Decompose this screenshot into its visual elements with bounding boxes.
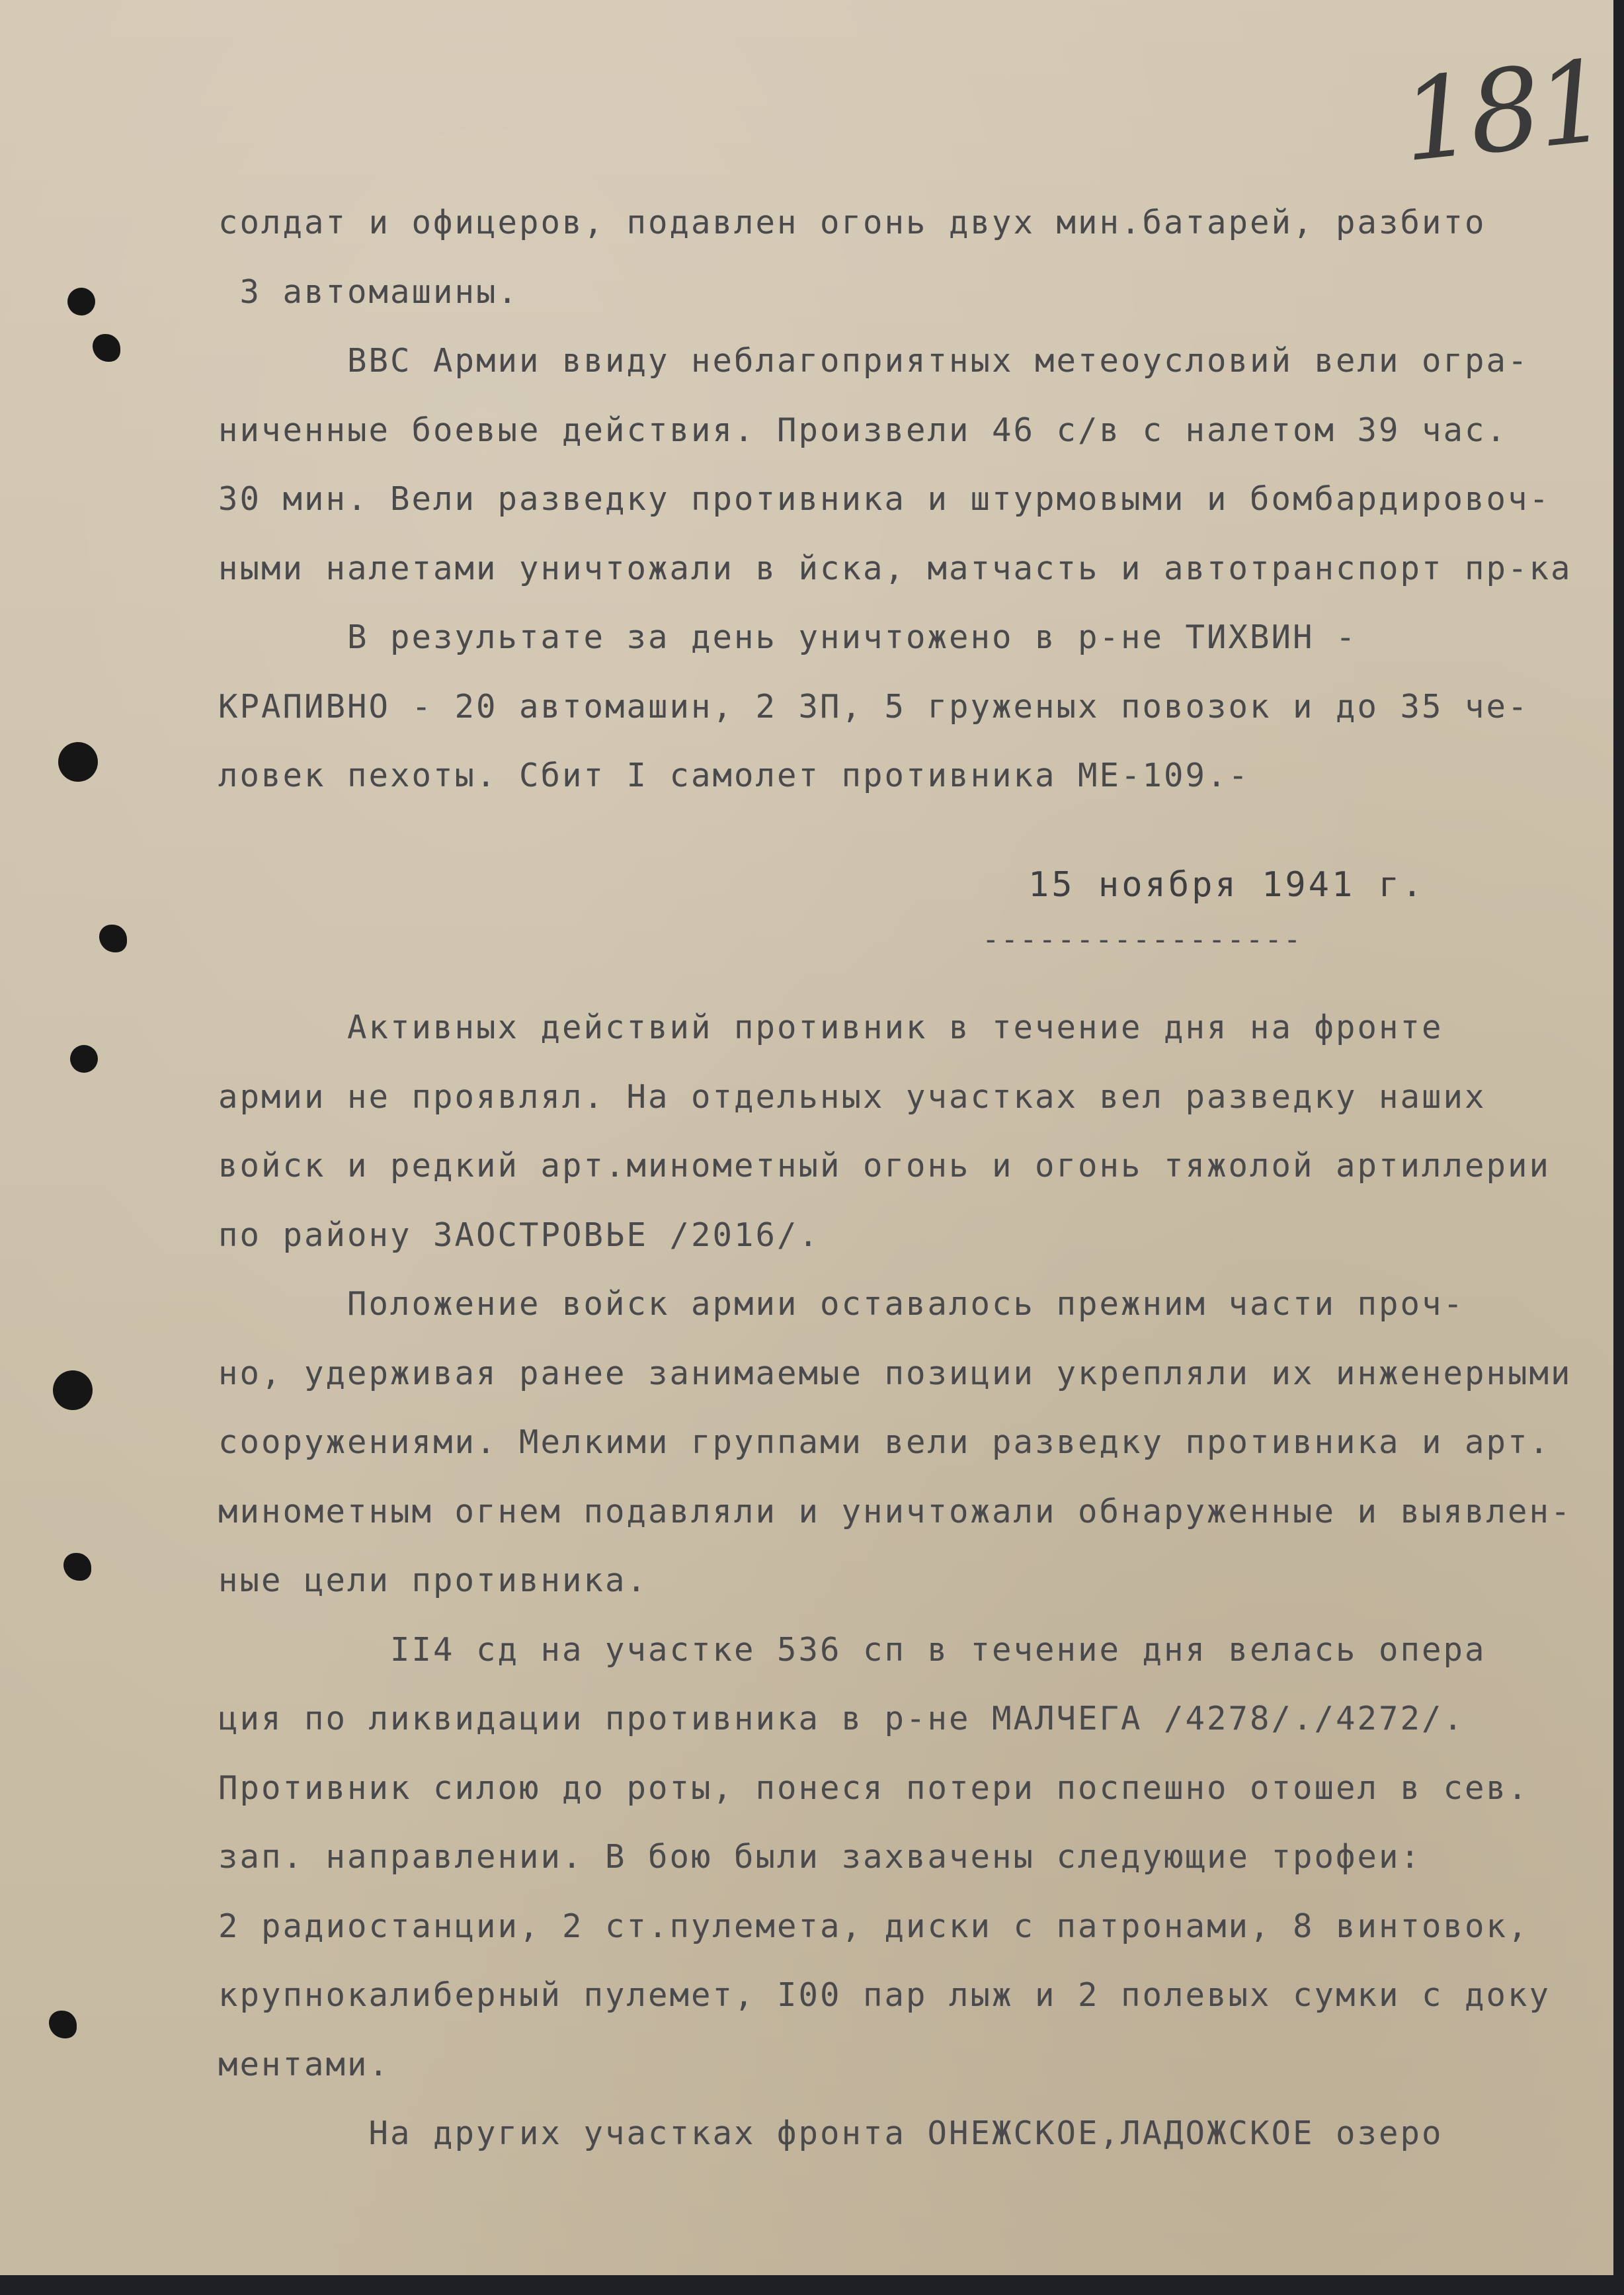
text-line: Активных действий противник в течение дня на фронте: [218, 1009, 1443, 1046]
text-line: Положение войск армии оставалось прежним части проч-: [218, 1285, 1465, 1323]
text-line: солдат и офицеров, подавлен огонь двух мин.батарей, разбито: [218, 204, 1486, 241]
punch-hole: [58, 742, 98, 782]
punch-hole: [93, 334, 120, 362]
text-line: сооружениями. Мелкими группами вели разведку противника и арт.: [218, 1423, 1551, 1461]
text-line: ными налетами уничтожали в йска, матчасть и автотранспорт пр-ка: [218, 549, 1572, 587]
body-text-top: [218, 188, 1613, 811]
punch-hole: [70, 1045, 98, 1073]
section-date: 15 ноября 1941 г.: [1028, 865, 1426, 905]
punch-hole: [49, 2011, 77, 2038]
text-line: 3 автомашины.: [218, 272, 520, 311]
folio-number: 181: [1395, 36, 1611, 188]
punch-hole: [67, 288, 95, 315]
text-line: II4 сд на участке 536 сп в течение дня велась опера: [218, 1630, 1486, 1669]
text-line: по району ЗАОСТРОВЬЕ /2016/.: [218, 1216, 821, 1254]
text-line: ловек пехоты. Сбит I самолет противника МЕ-109.-: [218, 757, 1250, 794]
text-line: войск и редкий арт.минометный огонь и огонь тяжолой артиллерии: [218, 1147, 1551, 1185]
text-line: В результате за день уничтожено в р-не ТИХВИН -: [218, 618, 1358, 656]
text-line: На других участках фронта ОНЕЖСКОЕ,ЛАДОЖСКОЕ озеро: [218, 2114, 1443, 2152]
text-line: Противник силою до роты, понеся потери поспешно отошел в сев.: [218, 1769, 1529, 1807]
punch-hole: [99, 925, 127, 952]
text-line: но, удерживая ранее занимаемые позиции укрепляли их инженерными: [218, 1354, 1572, 1392]
text-line: армии не проявлял. На отдельных участках вел разведку наших: [218, 1077, 1486, 1116]
date-underline: -----------------: [982, 923, 1303, 956]
text-line: зап. направлении. В бою были захвачены следующие трофеи:: [218, 1838, 1422, 1876]
text-line: КРАПИВНО - 20 автомашин, 2 ЗП, 5 груженых повозок и до 35 че-: [218, 687, 1529, 726]
text-line: 2 радиостанции, 2 ст.пулемета, диски с патронами, 8 винтовок,: [218, 1907, 1529, 1945]
text-line: крупнокалиберный пулемет, I00 пар лыж и 2 полевых сумки с доку: [218, 1976, 1551, 2014]
text-line: ментами.: [218, 2045, 391, 2083]
text-line: ВВС Армии ввиду неблагоприятных метеоусловий вели огра-: [218, 342, 1529, 380]
body-text-bottom: [218, 993, 1613, 2169]
text-line: ные цели противника.: [218, 1562, 649, 1599]
text-line: минометным огнем подавляли и уничтожали обнаруженные и выявлен-: [218, 1492, 1572, 1530]
punch-hole: [53, 1370, 93, 1410]
text-line: ция по ликвидации противника в р-не МАЛЧЕГА /4278/./4272/.: [218, 1700, 1465, 1737]
text-line: ниченные боевые действия. Произвели 46 с/в с налетом 39 час.: [218, 411, 1508, 449]
punch-hole: [63, 1553, 91, 1581]
text-line: 30 мин. Вели разведку противника и штурмовыми и бомбардировоч-: [218, 480, 1551, 518]
